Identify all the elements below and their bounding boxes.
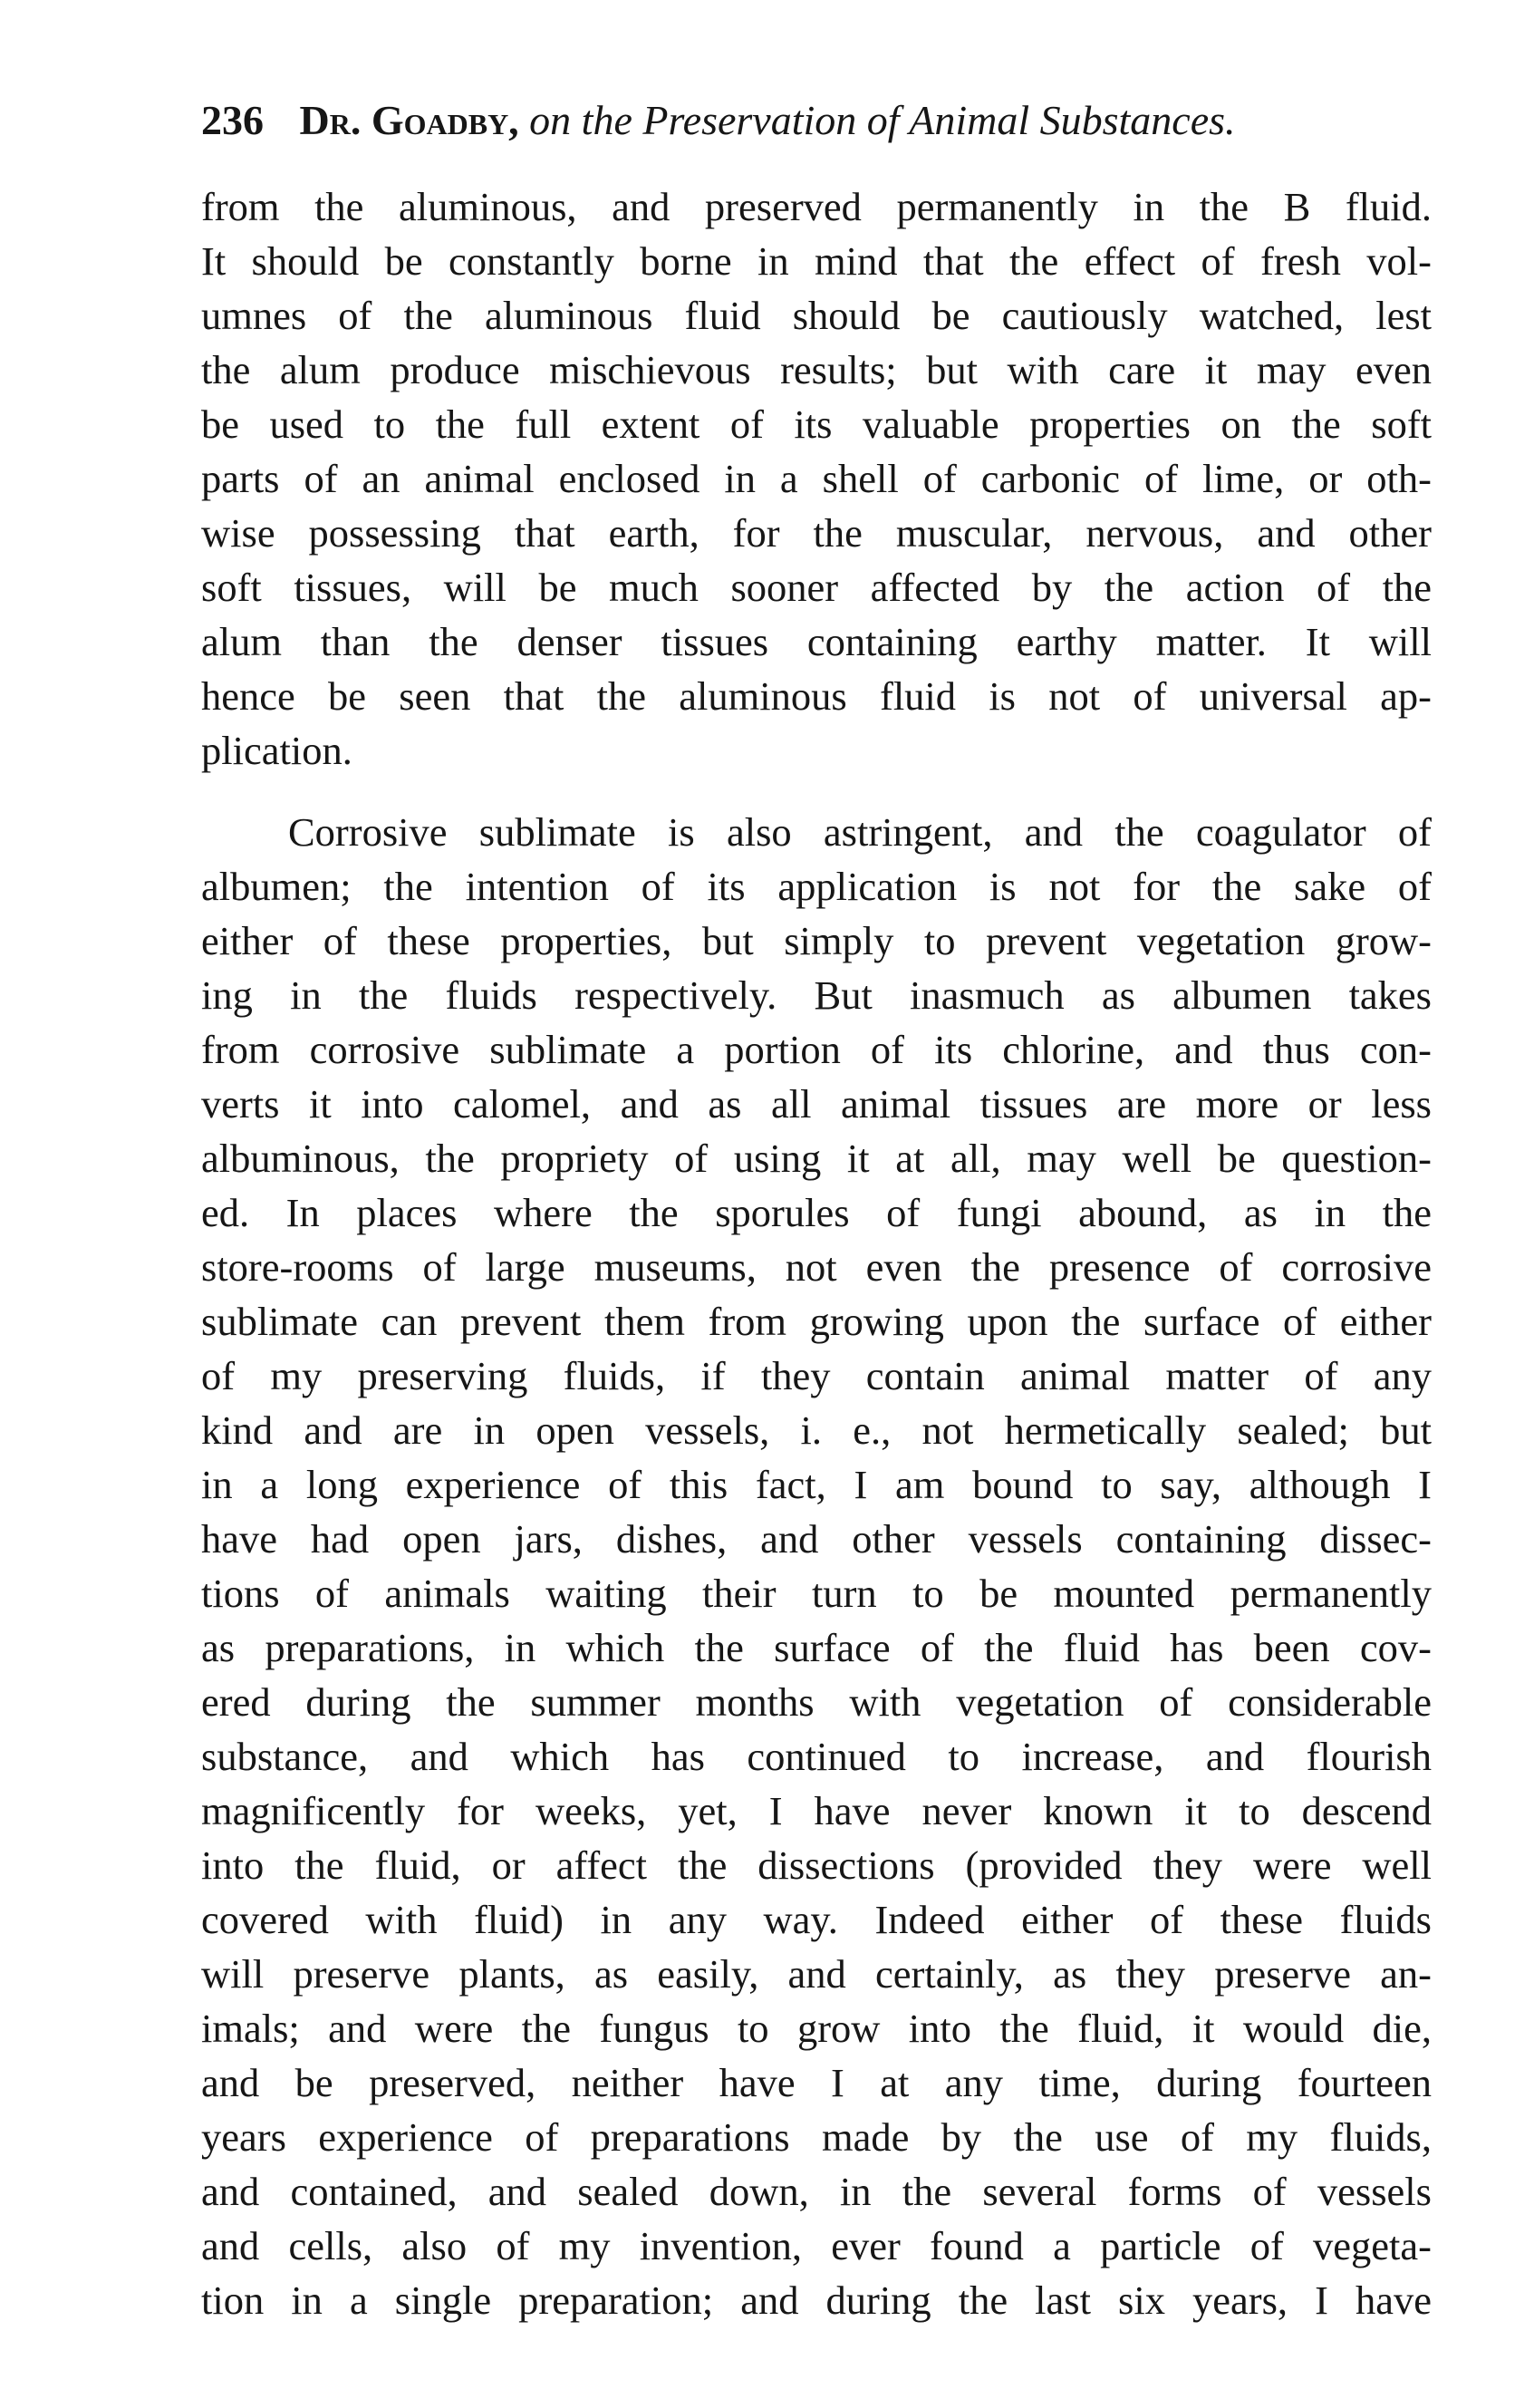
text-line: umnes of the aluminous fluid should be cautiously watched, lest — [201, 293, 1432, 338]
page-header — [201, 89, 1370, 152]
text-line: sublimate can prevent them from growing upon the surface of either — [201, 1299, 1432, 1344]
text-line: wise possessing that earth, for the muscular, nervous, and other — [201, 510, 1432, 556]
text-line: into the fluid, or affect the dissections (provided they were well — [201, 1842, 1432, 1888]
text-line: ed. In places where the sporules of fungi abound, as in the — [201, 1190, 1432, 1235]
running-head — [300, 97, 1236, 143]
text-line: store-rooms of large museums, not even the presence of corrosive — [201, 1244, 1432, 1290]
text-line: tions of animals waiting their turn to be mounted permanently — [201, 1571, 1432, 1616]
text-line: plication. — [201, 728, 352, 773]
text-line: as preparations, in which the surface of the fluid has been cov- — [201, 1625, 1432, 1670]
text-line: years experience of preparations made by the use of my fluids, — [201, 2114, 1432, 2160]
text-line: ered during the summer months with vegetation of considerable — [201, 1679, 1432, 1725]
page-number: 236 — [201, 97, 264, 143]
text-line: ing in the fluids respectively. But inasmuch as albumen takes — [201, 972, 1432, 1018]
text-line: albuminous, the propriety of using it at all, may well be question- — [201, 1136, 1432, 1181]
text-line: and be preserved, neither have I at any time, during fourteen — [201, 2060, 1432, 2105]
text-line: from the aluminous, and preserved permanently in the B fluid. — [201, 184, 1432, 229]
text-line: and cells, also of my invention, ever found a particle of vegeta- — [201, 2223, 1432, 2268]
text-line: will preserve plants, as easily, and certainly, as they preserve an- — [201, 1951, 1432, 1997]
text-line: either of these properties, but simply to prevent vegetation grow- — [201, 918, 1432, 963]
text-line: soft tissues, will be much sooner affected by the action of the — [201, 565, 1432, 610]
text-line: It should be constantly borne in mind that the effect of fresh vol- — [201, 238, 1432, 284]
text-line: alum than the denser tissues containing earthy matter. It will — [201, 619, 1432, 664]
text-line: verts it into calomel, and as all animal tissues are more or less — [201, 1081, 1432, 1127]
running-head-author: Dr. Goadby, — [299, 97, 519, 143]
text-line: tion in a single preparation; and during the last six years, I have — [201, 2277, 1432, 2323]
text-line: parts of an animal enclosed in a shell of carbonic of lime, or oth- — [201, 456, 1432, 501]
text-line: and contained, and sealed down, in the several forms of vessels — [201, 2169, 1432, 2214]
text-line: substance, and which has continued to increase, and flourish — [201, 1734, 1432, 1779]
running-head-title: on the Preservation of Animal Substances. — [529, 97, 1236, 143]
text-line: in a long experience of this fact, I am bound to say, although I — [201, 1462, 1432, 1507]
text-line: be used to the full extent of its valuable properties on the soft — [201, 401, 1432, 447]
text-line: have had open jars, dishes, and other vessels containing dissec- — [201, 1516, 1432, 1562]
text-line: of my preserving fluids, if they contain animal matter of any — [201, 1353, 1432, 1398]
text-line: albumen; the intention of its application is not for the sake of — [201, 864, 1432, 909]
text-line: kind and are in open vessels, i. e., not hermetically sealed; but — [201, 1407, 1432, 1453]
text-line: from corrosive sublimate a portion of its chlorine, and thus con- — [201, 1027, 1432, 1072]
text-line: Corrosive sublimate is also astringent, and the coagulator of — [288, 809, 1432, 855]
text-line: imals; and were the fungus to grow into the fluid, it would die, — [201, 2006, 1432, 2051]
text-line: magnificently for weeks, yet, I have never known it to descend — [201, 1788, 1432, 1833]
text-line: covered with fluid) in any way. Indeed either of these fluids — [201, 1897, 1432, 1942]
text-line: the alum produce mischievous results; but with care it may even — [201, 347, 1432, 392]
text-line: hence be seen that the aluminous fluid is not of universal ap- — [201, 673, 1432, 719]
